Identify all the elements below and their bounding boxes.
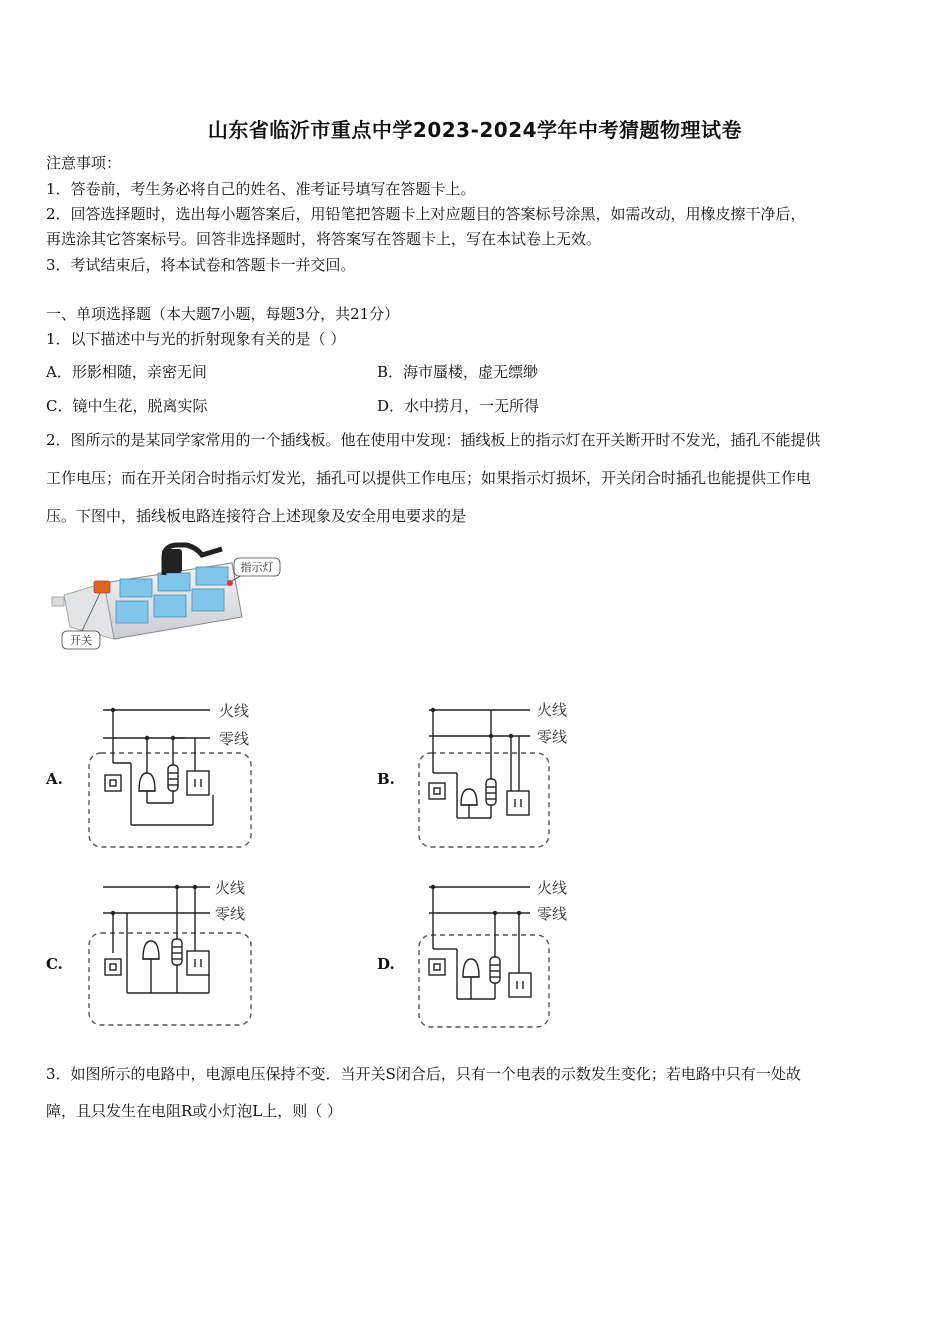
socket-icon [120, 579, 152, 597]
q2-option-c-label: C. [46, 955, 63, 973]
socket-icon [192, 589, 224, 611]
section-heading: 一、单项选择题（本大题7小题，每题3分，共21分） [46, 305, 400, 323]
neutral-wire-label: 零线 [219, 730, 250, 748]
circuit-diagram-d [415, 873, 595, 1033]
notice-heading: 注意事项： [46, 154, 122, 172]
switch-icon [94, 581, 110, 593]
socket-icon [116, 601, 148, 623]
neutral-wire-label: 零线 [537, 905, 568, 923]
circuit-diagram-c [85, 875, 265, 1035]
power-strip-figure [46, 535, 296, 655]
q1-option-a: A．形影相随，亲密无间 [46, 363, 207, 381]
circuit-diagram-a [85, 695, 265, 855]
question-3-stem: 3．如图所示的电路中，电源电压保持不变．当开关S闭合后，只有一个电表的示数发生变化；若电路中只有一处故 [46, 1065, 801, 1083]
q2-option-b-label: B. [377, 770, 395, 788]
question-2-stem: 2．图所示的是某同学家常用的一个插线板。他在使用中发现：插线板上的指示灯在开关断开时不发光，插孔不能提供 [46, 431, 821, 449]
question-2-stem: 压。下图中，插线板电路连接符合上述现象及安全用电要求的是 [46, 507, 467, 525]
q1-option-d: D．水中捞月，一无所得 [377, 397, 540, 415]
live-wire-label: 火线 [537, 701, 568, 719]
question-1-stem: 1．以下描述中与光的折射现象有关的是（ ） [46, 330, 346, 348]
live-wire-label: 火线 [215, 879, 246, 897]
live-wire-label: 火线 [219, 702, 250, 720]
q1-option-c: C．镜中生花，脱离实际 [46, 397, 208, 415]
q2-option-d-label: D. [377, 955, 395, 973]
notice-item: 3．考试结束后，将本试卷和答题卡一并交回。 [46, 256, 356, 274]
q2-option-a-label: A. [46, 770, 63, 788]
q1-option-b: B．海市蜃楼，虚无缥缈 [377, 363, 539, 381]
notice-item: 1．答卷前，考生务必将自己的姓名、准考证号填写在答题卡上。 [46, 180, 476, 198]
plug-icon [162, 549, 182, 573]
page-title: 山东省临沂市重点中学2023-2024学年中考猜题物理试卷 [207, 118, 743, 142]
switch-label: 开关 [70, 634, 92, 647]
neutral-wire-label: 零线 [215, 905, 246, 923]
neutral-wire-label: 零线 [537, 728, 568, 746]
indicator-label: 指示灯 [240, 561, 274, 574]
socket-icon [158, 573, 190, 591]
circuit-diagram-b [415, 693, 595, 853]
socket-icon [154, 595, 186, 617]
question-2-stem: 工作电压；而在开关闭合时指示灯发光，插孔可以提供工作电压；如果指示灯损坏，开关闭合时插孔也能提供工作电 [46, 469, 812, 487]
question-3-stem: 障，且只发生在电阻R或小灯泡L上，则（ ） [46, 1102, 343, 1120]
socket-icon [196, 567, 228, 585]
notice-item: 再选涂其它答案标号。回答非选择题时，将答案写在答题卡上，写在本试卷上无效。 [46, 230, 602, 248]
live-wire-label: 火线 [537, 879, 568, 897]
notice-item: 2．回答选择题时，选出每小题答案后，用铅笔把答题卡上对应题目的答案标号涂黑，如需改动，用橡皮擦干净后， [46, 205, 806, 223]
